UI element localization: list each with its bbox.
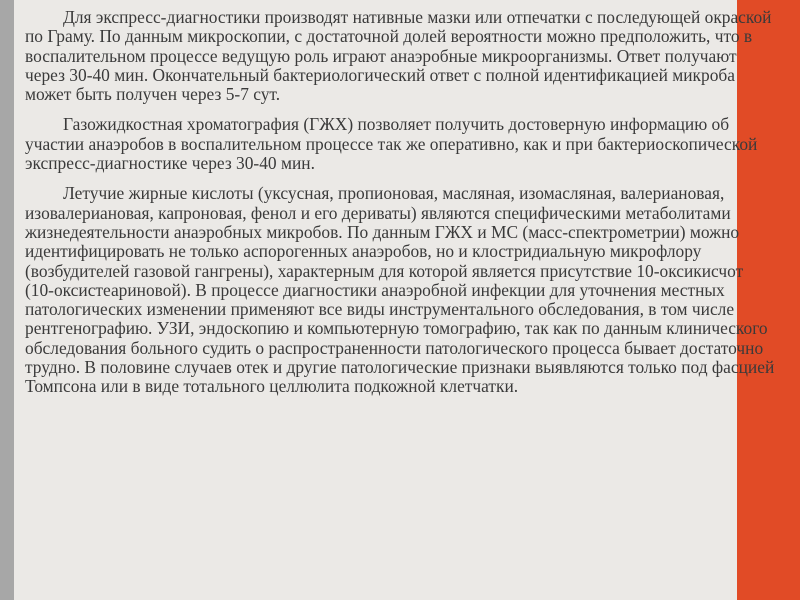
paragraph-volatile-fatty-acids: Летучие жирные кислоты (уксусная, пропионовая, масляная, изомасляная, валериановая, изовалериановая, капроновая, фенол и его дериваты) являются специфическими метаболитами жизнедеятельности анаэробных микробов. По данным ГЖХ и МС (масс-спектрометрии) можно идентифицировать не только аспорогенных анаэробов, но и клостридиальную микрофлору (возбудителей газовой гангрены), характерным для которой является присутствие 10-оксикисчот (10-оксистеариновой). В процессе диагностики анаэробной инфекции для уточнения местных патологических изменении применяют все виды инструментального обследования, в том числе рентгенографию. УЗИ, эндоскопию и компьютерную томографию, так как по данным клинического обследования больного судить о распространенности патологического процесса бывает достаточно трудно. В половине случаев отек и другие патологические признаки выявляются только под фасцией Томпсона или в виде тотального целлюлита подкожной клетчатки. — [25, 183, 775, 397]
left-decor-stripe — [0, 0, 14, 600]
paragraph-gas-chromatography: Газожидкостная хроматография (ГЖХ) позволяет получить достоверную информацию об участии анаэробов в воспалительном процессе так же оперативно, как и при бактериоскопической экспресс-диагностике через 30-40 мин. — [25, 114, 758, 174]
slide-text-body — [25, 8, 775, 408]
paragraph-express-diagnostics: Для экспресс-диагностики производят нативные мазки или отпечатки с последующей окраской по Граму. По данным микроскопии, с достаточной долей вероятности можно предположить, что в воспалительном процессе ведущую роль играют анаэробные микроорганизмы. Ответ получают через 30-40 мин. Окончательный бактериологический ответ с полной идентификацией микроба может быть получен через 5-7 сут. — [25, 7, 772, 105]
